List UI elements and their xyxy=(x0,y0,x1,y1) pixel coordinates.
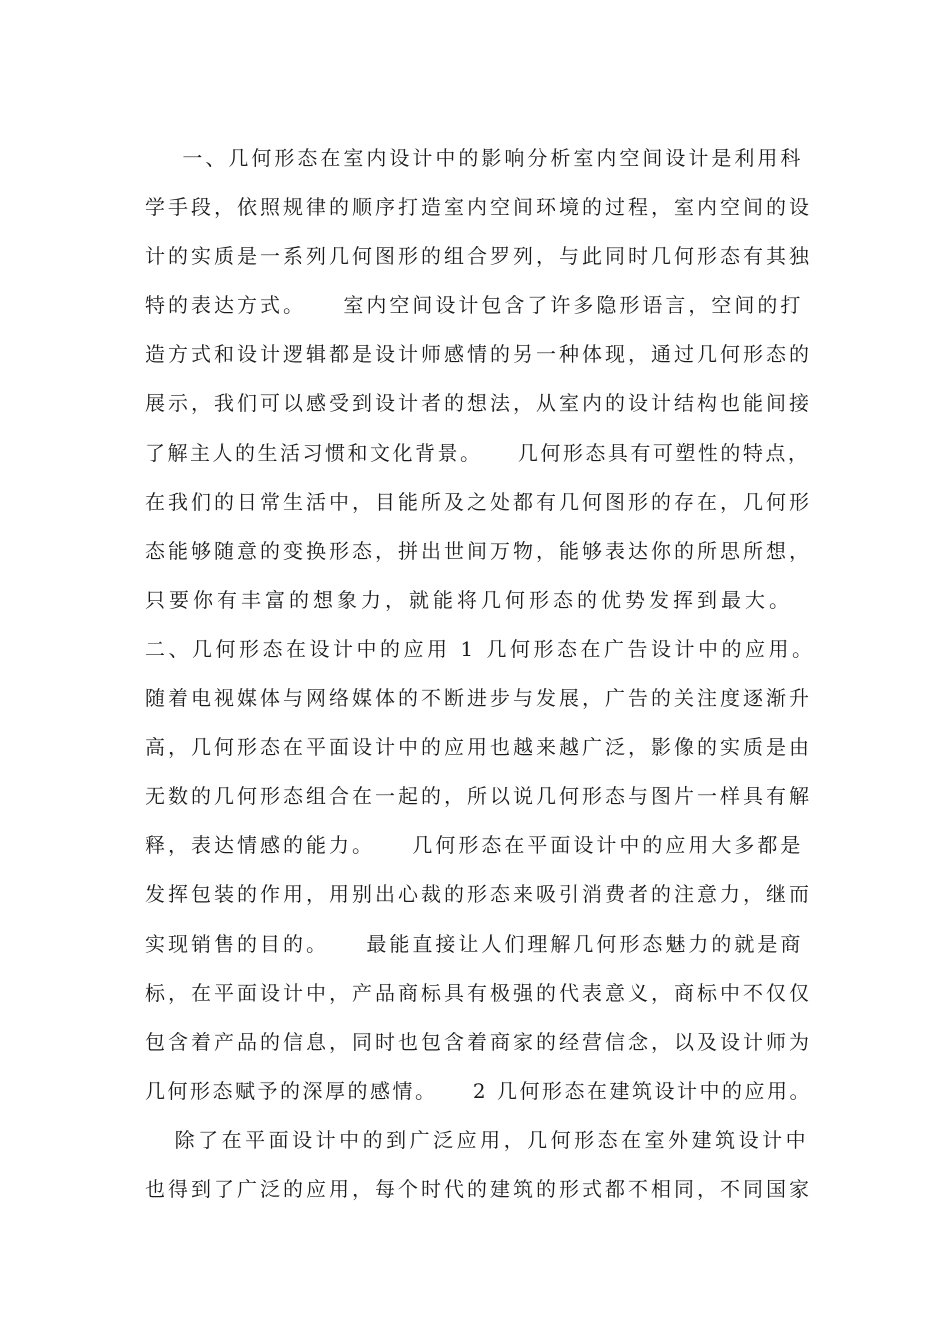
text-line: 除了在平面设计中的到广泛应用，几何形态在室外建筑设计中 xyxy=(145,1127,810,1152)
text-line: 包含着产品的信息，同时也包含着商家的经营信念，以及设计师为 xyxy=(145,1029,812,1054)
text-line: 展示，我们可以感受到设计者的想法，从室内的设计结构也能间接 xyxy=(145,391,812,416)
text-line: 随着电视媒体与网络媒体的不断进步与发展，广告的关注度逐渐升 xyxy=(145,686,812,711)
text-line: 了解主人的生活习惯和文化背景。 几何形态具有可塑性的特点， xyxy=(145,440,811,465)
text-line: 学手段，依照规律的顺序打造室内空间环境的过程，室内空间的设 xyxy=(145,195,812,220)
text-line: 高，几何形态在平面设计中的应用也越来越广泛，影像的实质是由 xyxy=(145,735,812,760)
text-line: 标，在平面设计中，产品商标具有极强的代表意义，商标中不仅仅 xyxy=(145,980,812,1005)
text-line: 释，表达情感的能力。 几何形态在平面设计中的应用大多都是 xyxy=(145,833,804,858)
text-line: 特的表达方式。 室内空间设计包含了许多隐形语言，空间的打 xyxy=(145,293,804,318)
text-line: 发挥包装的作用，用别出心裁的形态来吸引消费者的注意力，继而 xyxy=(145,882,812,907)
text-line: 也得到了广泛的应用，每个时代的建筑的形式都不相同，不同国家 xyxy=(145,1176,812,1201)
text-line: 计的实质是一系列几何图形的组合罗列，与此同时几何形态有其独 xyxy=(145,244,812,269)
text-line: 在我们的日常生活中，目能所及之处都有几何图形的存在，几何形 xyxy=(145,489,812,514)
text-line: 态能够随意的变换形态，拼出世间万物，能够表达你的所思所想， xyxy=(145,538,812,563)
body-text xyxy=(145,134,817,1214)
text-line: 造方式和设计逻辑都是设计师感情的另一种体现，通过几何形态的 xyxy=(145,342,812,367)
text-line: 只要你有丰富的想象力，就能将几何形态的优势发挥到最大。 xyxy=(145,587,793,612)
text-line: 无数的几何形态组合在一起的，所以说几何形态与图片一样具有解 xyxy=(145,784,812,809)
text-line: 一、几何形态在室内设计中的影响分析室内空间设计是利用科 xyxy=(145,146,804,170)
text-line: 几何形态赋予的深厚的感情。 2 几何形态在建筑设计中的应用。 xyxy=(145,1078,813,1103)
text-line: 二、几何形态在设计中的应用 1 几何形态在广告设计中的应用。 xyxy=(145,636,816,661)
text-line: 实现销售的目的。 最能直接让人们理解几何形态魅力的就是商 xyxy=(145,931,804,956)
